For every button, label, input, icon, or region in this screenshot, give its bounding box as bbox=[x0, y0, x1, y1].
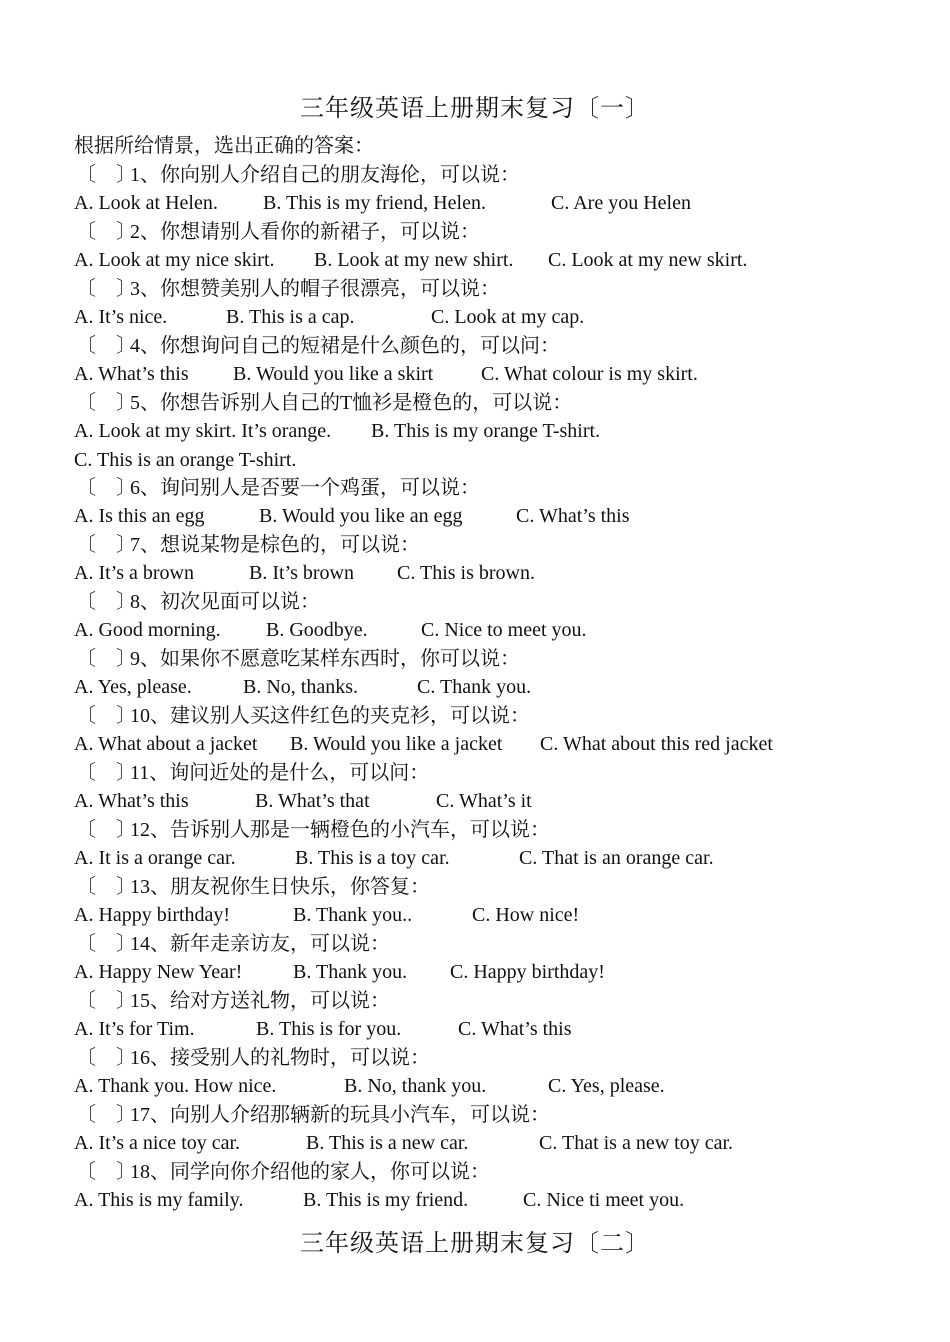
option-a: A. Look at my nice skirt. bbox=[74, 249, 275, 271]
answer-blank[interactable]: 〔 〕 bbox=[76, 1161, 136, 1183]
question-text: 16、接受别人的礼物时，可以说： bbox=[130, 1047, 430, 1069]
option-b: B. No, thanks. bbox=[243, 676, 358, 698]
answer-blank[interactable]: 〔 〕 bbox=[76, 876, 136, 898]
question-2-options bbox=[74, 247, 748, 273]
answer-blank[interactable]: 〔 〕 bbox=[76, 335, 136, 357]
option-b: B. This is a new car. bbox=[306, 1132, 469, 1154]
question-text: 2、你想请别人看你的新裙子，可以说： bbox=[130, 221, 480, 243]
answer-blank[interactable]: 〔 〕 bbox=[76, 392, 136, 414]
option-c: C. Yes, please. bbox=[548, 1075, 665, 1097]
option-b: B. This is a cap. bbox=[226, 306, 355, 328]
answer-blank[interactable]: 〔 〕 bbox=[76, 990, 136, 1012]
option-a: A. It is a orange car. bbox=[74, 847, 236, 869]
option-c: C. What’s this bbox=[516, 505, 630, 527]
option-a: A. It’s nice. bbox=[74, 306, 168, 328]
option-b: B. Look at my new shirt. bbox=[314, 249, 514, 271]
section-1-title: 三年级英语上册期末复习〔一〕 bbox=[300, 96, 650, 122]
question-text: 13、朋友祝你生日快乐，你答复： bbox=[130, 876, 430, 898]
option-b: B. This is my orange T-shirt. bbox=[371, 420, 601, 442]
option-c: C. How nice! bbox=[472, 904, 580, 926]
answer-blank[interactable]: 〔 〕 bbox=[76, 591, 136, 613]
option-b: B. Would you like a jacket bbox=[290, 733, 503, 755]
question-text: 6、询问别人是否要一个鸡蛋，可以说： bbox=[130, 477, 480, 499]
option-b: B. What’s that bbox=[255, 790, 370, 812]
option-c: C. Thank you. bbox=[417, 676, 532, 698]
question-6-prompt bbox=[76, 475, 480, 501]
option-c: C. That is a new toy car. bbox=[539, 1132, 734, 1154]
question-4-options bbox=[74, 361, 698, 387]
question-9-options bbox=[74, 674, 532, 700]
answer-blank[interactable]: 〔 〕 bbox=[76, 1047, 136, 1069]
option-b: B. Goodbye. bbox=[266, 619, 368, 641]
option-a: A. Happy birthday! bbox=[74, 904, 231, 926]
question-16-prompt bbox=[76, 1045, 430, 1071]
instructions: 根据所给情景，选出正确的答案： bbox=[74, 135, 374, 157]
option-a: A. This is my family. bbox=[74, 1189, 244, 1211]
question-10-prompt bbox=[76, 703, 530, 729]
option-b: B. Thank you. bbox=[293, 961, 408, 983]
answer-blank[interactable]: 〔 〕 bbox=[76, 819, 136, 841]
question-text: 15、给对方送礼物，可以说： bbox=[130, 990, 390, 1012]
question-6-options bbox=[74, 503, 630, 529]
option-c: C. This is an orange T-shirt. bbox=[74, 449, 297, 471]
option-a: A. What’s this bbox=[74, 790, 189, 812]
option-c: C. What’s it bbox=[436, 790, 532, 812]
question-11-prompt bbox=[76, 760, 429, 786]
question-3-options bbox=[74, 304, 585, 330]
question-1-options bbox=[74, 190, 691, 216]
question-text: 5、你想告诉别人自己的T恤衫是橙色的，可以说： bbox=[130, 392, 573, 414]
question-13-prompt bbox=[76, 874, 430, 900]
option-b: B. This is my friend, Helen. bbox=[263, 192, 486, 214]
section-2-title: 三年级英语上册期末复习〔二〕 bbox=[300, 1231, 650, 1257]
option-c: C. What about this red jacket bbox=[540, 733, 773, 755]
question-13-options bbox=[74, 902, 580, 928]
question-11-options bbox=[74, 788, 532, 814]
question-8-prompt bbox=[76, 589, 320, 615]
question-7-options bbox=[74, 560, 535, 586]
question-17-prompt bbox=[76, 1102, 550, 1128]
question-text: 1、你向别人介绍自己的朋友海伦，可以说： bbox=[130, 164, 520, 186]
option-b: B. This is a toy car. bbox=[295, 847, 450, 869]
option-c: C. Are you Helen bbox=[551, 192, 691, 214]
answer-blank[interactable]: 〔 〕 bbox=[76, 534, 136, 556]
question-12-options bbox=[74, 845, 714, 871]
question-text: 9、如果你不愿意吃某样东西时，你可以说： bbox=[130, 648, 520, 670]
option-c: C. Look at my new skirt. bbox=[548, 249, 748, 271]
answer-blank[interactable]: 〔 〕 bbox=[76, 164, 136, 186]
option-c: C. This is brown. bbox=[397, 562, 535, 584]
option-a: A. Is this an egg bbox=[74, 505, 205, 527]
option-a: A. Yes, please. bbox=[74, 676, 192, 698]
question-text: 18、同学向你介绍他的家人，你可以说： bbox=[130, 1161, 490, 1183]
option-c: C. Look at my cap. bbox=[431, 306, 585, 328]
option-a: A. What’s this bbox=[74, 363, 189, 385]
option-b: B. It’s brown bbox=[249, 562, 354, 584]
answer-blank[interactable]: 〔 〕 bbox=[76, 648, 136, 670]
question-text: 14、新年走亲访友，可以说： bbox=[130, 933, 390, 955]
question-18-options bbox=[74, 1187, 685, 1213]
question-15-options bbox=[74, 1016, 572, 1042]
question-9-prompt bbox=[76, 646, 520, 672]
question-15-prompt bbox=[76, 988, 390, 1014]
question-2-prompt bbox=[76, 219, 480, 245]
option-a: A. Thank you. How nice. bbox=[74, 1075, 277, 1097]
option-a: A. It’s a nice toy car. bbox=[74, 1132, 241, 1154]
answer-blank[interactable]: 〔 〕 bbox=[76, 933, 136, 955]
option-c: C. What’s this bbox=[458, 1018, 572, 1040]
option-a: A. Happy New Year! bbox=[74, 961, 243, 983]
question-10-options bbox=[74, 731, 773, 757]
option-a: A. Good morning. bbox=[74, 619, 221, 641]
question-text: 3、你想赞美别人的帽子很漂亮，可以说： bbox=[130, 278, 500, 300]
question-12-prompt bbox=[76, 817, 550, 843]
question-1-prompt bbox=[76, 162, 520, 188]
question-text: 17、向别人介绍那辆新的玩具小汽车，可以说： bbox=[130, 1104, 550, 1126]
question-8-options bbox=[74, 617, 587, 643]
question-18-prompt bbox=[76, 1159, 490, 1185]
answer-blank[interactable]: 〔 〕 bbox=[76, 477, 136, 499]
answer-blank[interactable]: 〔 〕 bbox=[76, 705, 136, 727]
question-3-prompt bbox=[76, 276, 500, 302]
question-5-prompt bbox=[76, 390, 572, 416]
question-4-prompt bbox=[76, 333, 560, 359]
question-text: 10、建议别人买这件红色的夹克衫，可以说： bbox=[130, 705, 530, 727]
option-b: B. No, thank you. bbox=[344, 1075, 487, 1097]
option-a: A. What about a jacket bbox=[74, 733, 258, 755]
option-b: B. Would you like an egg bbox=[259, 505, 463, 527]
option-c: C. Nice ti meet you. bbox=[523, 1189, 685, 1211]
option-a: A. It’s a brown bbox=[74, 562, 194, 584]
option-c: C. Nice to meet you. bbox=[421, 619, 587, 641]
question-14-options bbox=[74, 959, 605, 985]
option-b: B. This is for you. bbox=[256, 1018, 402, 1040]
option-b: B. This is my friend. bbox=[303, 1189, 469, 1211]
option-c: C. What colour is my skirt. bbox=[481, 363, 698, 385]
option-b: B. Thank you.. bbox=[293, 904, 413, 926]
answer-blank[interactable]: 〔 〕 bbox=[76, 762, 136, 784]
option-b: B. Would you like a skirt bbox=[233, 363, 434, 385]
question-text: 11、询问近处的是什么，可以问： bbox=[130, 762, 430, 784]
question-7-prompt bbox=[76, 532, 420, 558]
answer-blank[interactable]: 〔 〕 bbox=[76, 278, 136, 300]
question-text: 4、你想询问自己的短裙是什么颜色的，可以问： bbox=[130, 335, 560, 357]
question-17-options bbox=[74, 1130, 734, 1156]
option-a: A. It’s for Tim. bbox=[74, 1018, 195, 1040]
question-text: 8、初次见面可以说： bbox=[130, 591, 320, 613]
answer-blank[interactable]: 〔 〕 bbox=[76, 221, 136, 243]
question-text: 12、告诉别人那是一辆橙色的小汽车，可以说： bbox=[130, 819, 550, 841]
question-5-options-cont bbox=[74, 447, 296, 473]
option-c: C. Happy birthday! bbox=[450, 961, 605, 983]
question-16-options bbox=[74, 1073, 665, 1099]
question-text: 7、想说某物是棕色的，可以说： bbox=[130, 534, 420, 556]
question-14-prompt bbox=[76, 931, 390, 957]
option-a: A. Look at my skirt. It’s orange. bbox=[74, 420, 332, 442]
question-5-options bbox=[74, 418, 601, 444]
option-a: A. Look at Helen. bbox=[74, 192, 218, 214]
answer-blank[interactable]: 〔 〕 bbox=[76, 1104, 136, 1126]
option-c: C. That is an orange car. bbox=[519, 847, 714, 869]
